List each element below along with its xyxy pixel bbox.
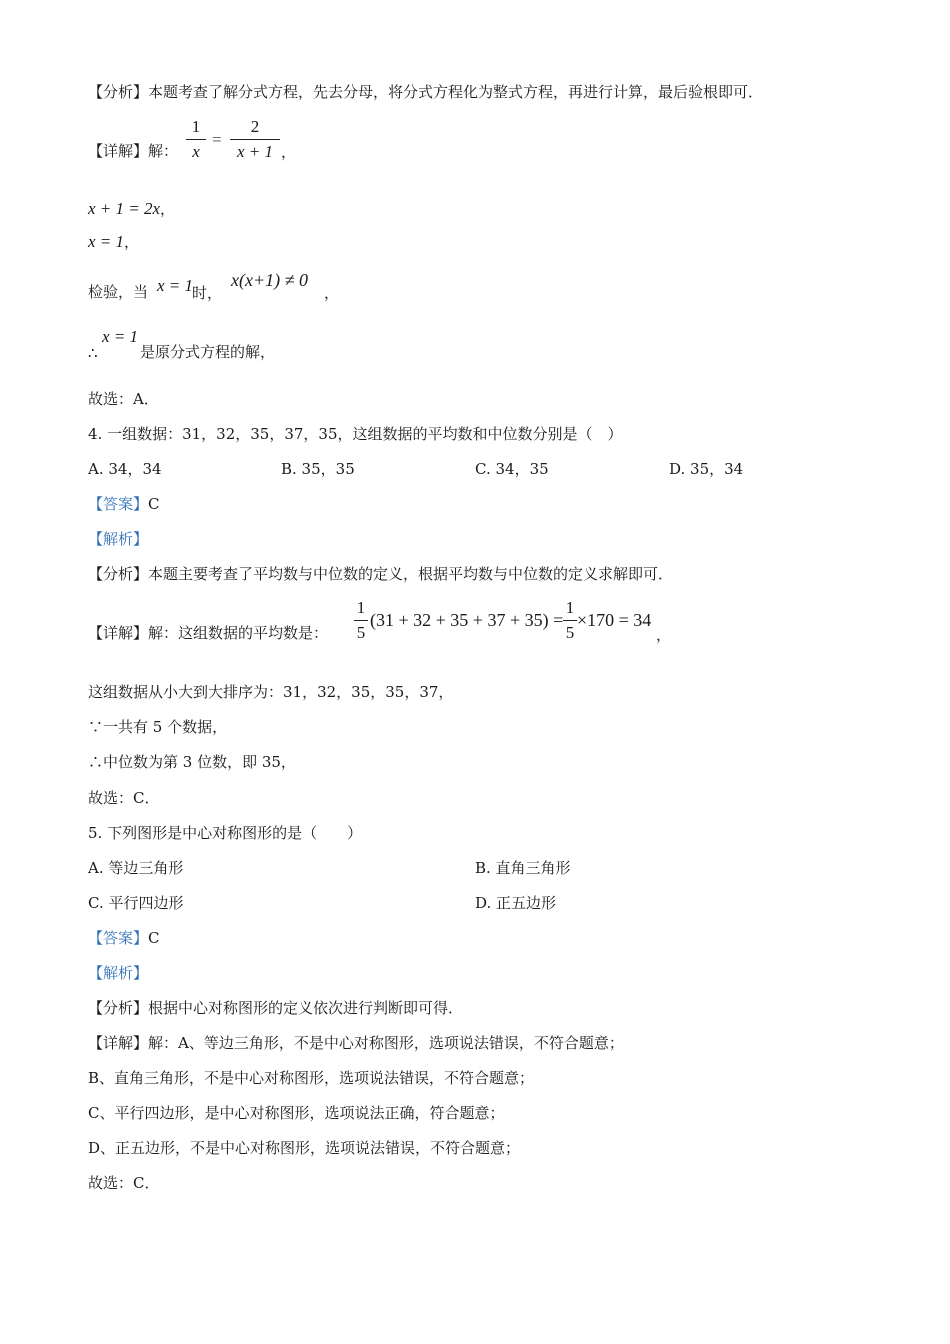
q3-check-x: x = 1 [157,276,194,295]
q3-rhs-fraction [230,117,280,162]
q3-rhs-num: 2 [250,117,260,136]
q5-option-d: D. 正五边形 [475,894,557,912]
q4-sorted: 这组数据从小大到大排序为：31，32，35，35，37， [88,683,454,701]
q4-option-b: B. 35，35 [281,460,355,478]
q5-detail-d: D、正五边形，不是中心对称图形，选项说法错误，不符合题意； [88,1139,521,1157]
q4-answer-tag: 【答案】 [88,495,149,513]
q3-analysis: 【分析】本题考查了解分式方程，先去分母，将分式方程化为整式方程，再进行计算，最后验根即可． [88,83,764,101]
q3-step2-line [88,232,139,252]
q4-final: 故选：C． [88,789,160,807]
q5-detail-c: C、平行四边形，是中心对称图形，选项说法正确，符合题意； [88,1104,505,1122]
q5-analysis: 【分析】根据中心对称图形的定义依次进行判断即可得． [88,999,464,1017]
q4-mean-frac2-num: 1 [565,598,575,617]
q3-eq-tail: ， [281,143,297,161]
q3-therefore-x: x = 1 [102,327,139,346]
q4-mean-result: ×170 = 34 [577,610,652,630]
q3-lhs-fraction [186,117,206,162]
q4-count: ∵一共有 5 个数据， [88,718,228,736]
q3-check-expr: x(x+1) ≠ 0 [231,270,308,290]
q3-step2-tail: ， [124,233,140,251]
q4-analysis: 【分析】本题主要考查了平均数与中位数的定义，根据平均数与中位数的定义求解即可． [88,565,674,583]
q5-option-a: A. 等边三角形 [88,859,184,877]
q4-detail-prefix: 【详解】解：这组数据的平均数是： [88,624,329,642]
q5-answer-value: C [148,929,160,947]
q5-final: 故选：C． [88,1174,160,1192]
q3-step1-tail: ， [160,200,176,218]
q4-solution-tag: 【解析】 [88,530,149,548]
q4-mean-frac-num: 1 [356,598,366,617]
q5-detail-a: 【详解】解：A、等边三角形，不是中心对称图形，选项说法错误，不符合题意； [88,1034,624,1052]
q3-check-prefix: 检验，当 [88,283,149,301]
q4-mean-tail: ， [656,626,672,644]
q4-mean-sum: (31 + 32 + 35 + 37 + 35) = [370,610,564,630]
q3-step1: x + 1 = 2x [88,199,161,218]
q4-mean-frac2-den: 5 [565,623,575,642]
q4-mean-frac-den: 5 [356,623,366,642]
q4-option-d: D. 35，34 [669,460,744,478]
q3-step2: x = 1 [88,232,125,251]
q4-mean-fraction [354,598,368,643]
q3-answer: 故选：A． [88,390,159,408]
q4-option-c: C. 34，35 [475,460,549,478]
q5-solution-tag: 【解析】 [88,964,149,982]
q3-therefore-text: 是原分式方程的解， [140,343,276,361]
q5-detail-b: B、直角三角形，不是中心对称图形，选项说法错误，不符合题意； [88,1069,535,1087]
q3-check-tail: ， [324,284,340,302]
q3-detail-prefix: 【详解】解： [88,142,179,160]
q4-mean-fraction-2 [563,598,577,643]
q4-answer-line [88,494,160,514]
q5-question: 5. 下列图形是中心对称图形的是（ ） [88,824,363,842]
q3-therefore: ∴ [88,344,98,362]
q4-question: 4. 一组数据：31，32，35，37，35，这组数据的平均数和中位数分别是（ ） [88,425,623,443]
q5-option-c: C. 平行四边形 [88,894,184,912]
q3-eq-sign: = [212,130,222,149]
q3-check-mid: 时， [192,284,223,302]
q3-lhs-den: x [192,142,200,161]
q3-lhs-num: 1 [191,117,201,136]
q3-rhs-den: x + 1 [236,142,274,161]
q4-answer-value: C [148,495,160,513]
q5-answer-line [88,928,160,948]
q3-step1-line [88,199,175,219]
q4-option-a: A. 34，34 [88,460,162,478]
q5-option-b: B. 直角三角形 [475,859,571,877]
q4-median: ∴中位数为第 3 位数，即 35， [88,753,296,771]
q5-answer-tag: 【答案】 [88,929,149,947]
